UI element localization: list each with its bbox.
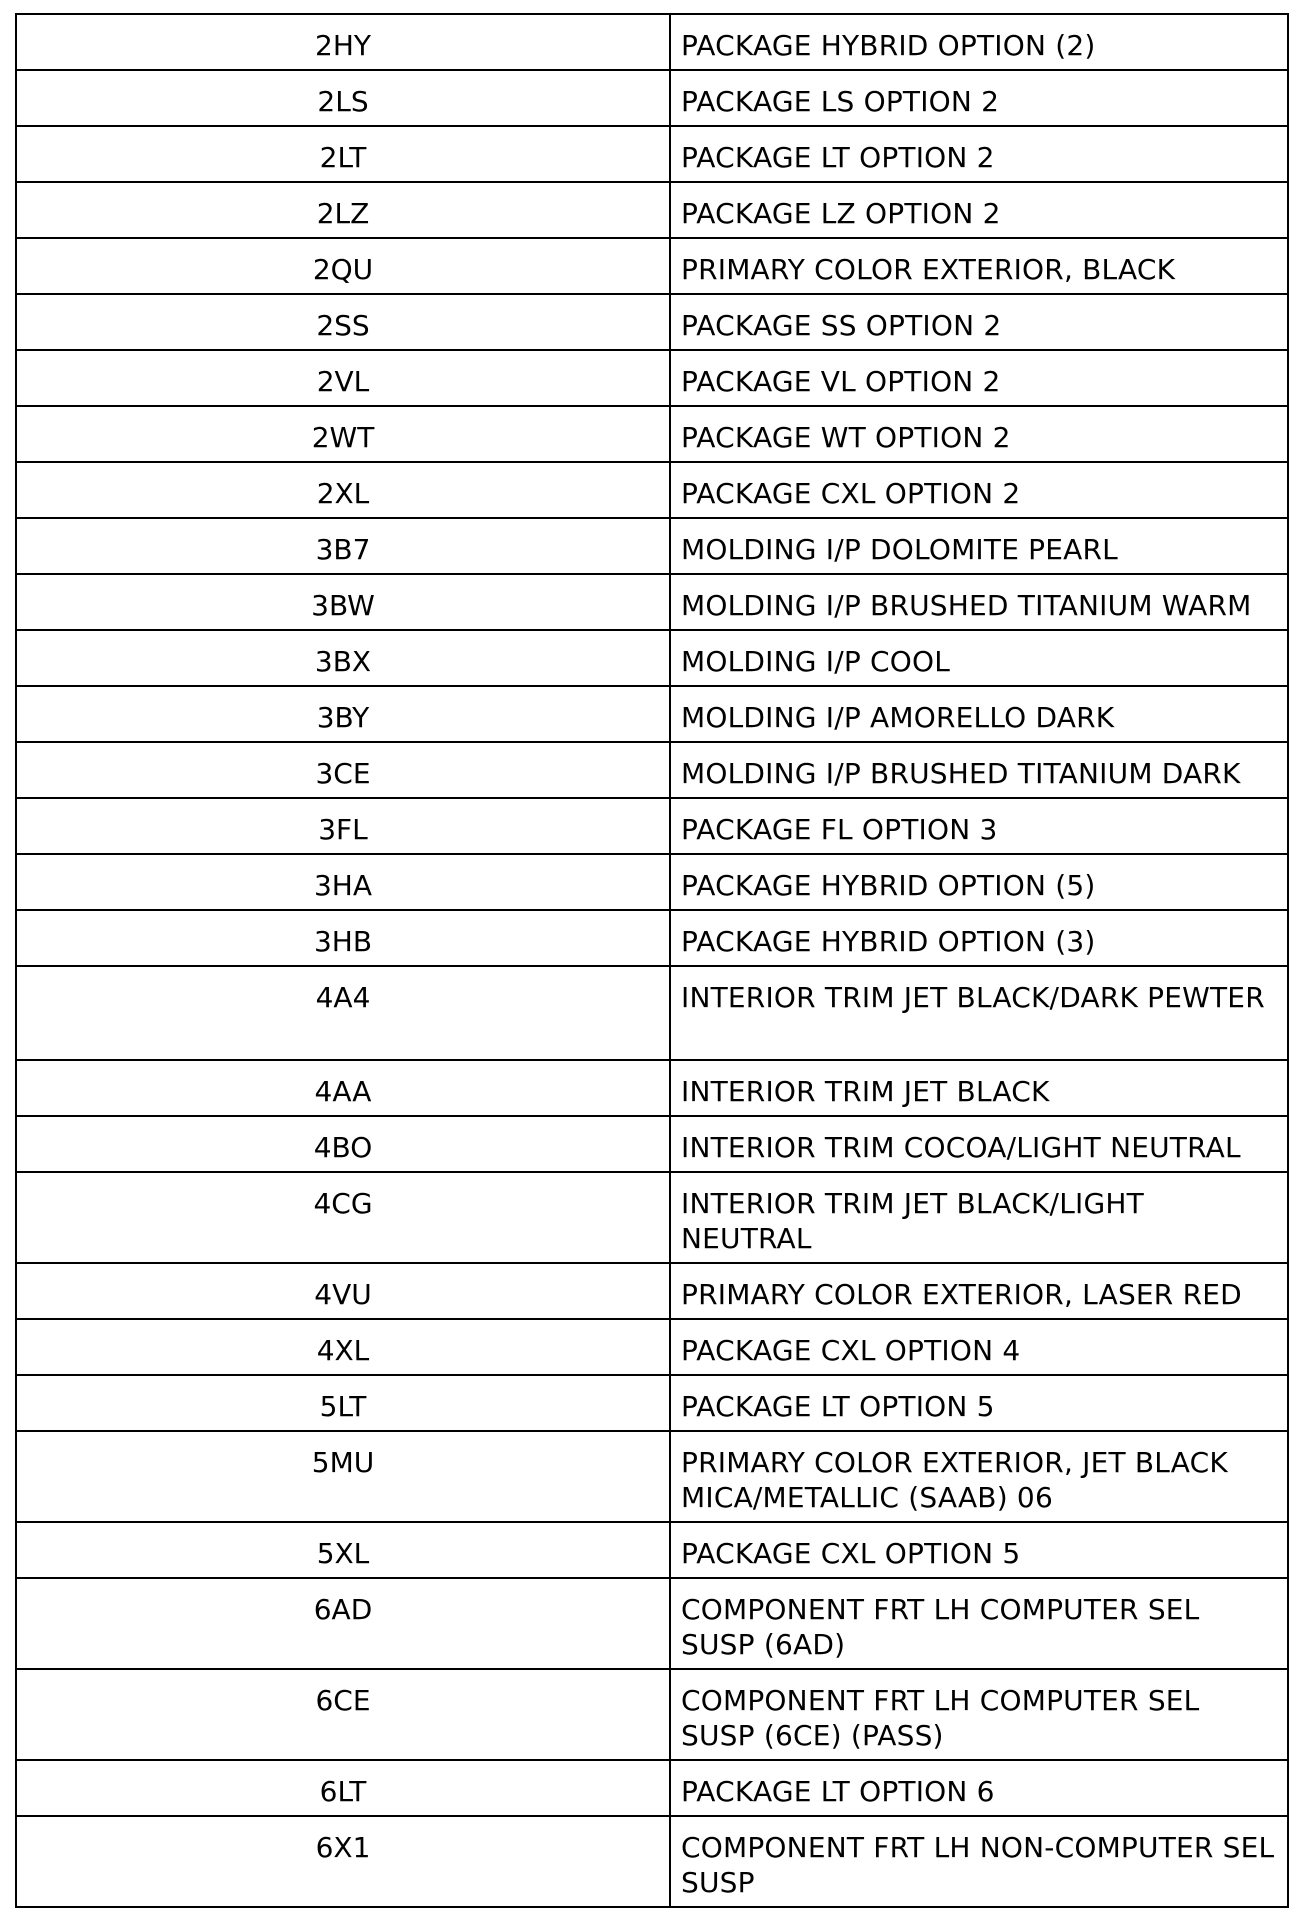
table-row <box>16 574 1288 630</box>
table-row <box>16 1319 1288 1375</box>
option-description: PACKAGE HYBRID OPTION (5) <box>670 854 1288 910</box>
option-description: PRIMARY COLOR EXTERIOR, JET BLACK MICA/METALLIC (SAAB) 06 <box>670 1431 1288 1522</box>
option-code: 6LT <box>16 1760 670 1816</box>
option-code: 6CE <box>16 1669 670 1760</box>
table-row <box>16 1060 1288 1116</box>
option-code: 4CG <box>16 1172 670 1263</box>
option-code: 2LZ <box>16 182 670 238</box>
option-code: 3BW <box>16 574 670 630</box>
table-row <box>16 1116 1288 1172</box>
table-row <box>16 910 1288 966</box>
option-description: INTERIOR TRIM JET BLACK/LIGHT NEUTRAL <box>670 1172 1288 1263</box>
table-row <box>16 70 1288 126</box>
option-description: PACKAGE HYBRID OPTION (3) <box>670 910 1288 966</box>
table-row <box>16 462 1288 518</box>
option-description: MOLDING I/P BRUSHED TITANIUM WARM <box>670 574 1288 630</box>
table-row <box>16 406 1288 462</box>
table-row <box>16 854 1288 910</box>
table-row <box>16 14 1288 70</box>
table-row <box>16 1669 1288 1760</box>
option-code: 3FL <box>16 798 670 854</box>
option-code: 5XL <box>16 1522 670 1578</box>
option-code: 6AD <box>16 1578 670 1669</box>
option-description: MOLDING I/P COOL <box>670 630 1288 686</box>
option-description: INTERIOR TRIM JET BLACK <box>670 1060 1288 1116</box>
option-code: 4XL <box>16 1319 670 1375</box>
table-row <box>16 1172 1288 1263</box>
option-code: 4VU <box>16 1263 670 1319</box>
option-code: 3B7 <box>16 518 670 574</box>
option-description: PACKAGE LT OPTION 6 <box>670 1760 1288 1816</box>
table-row <box>16 966 1288 1060</box>
option-description: PACKAGE HYBRID OPTION (2) <box>670 14 1288 70</box>
option-description: PACKAGE CXL OPTION 5 <box>670 1522 1288 1578</box>
option-description: PACKAGE CXL OPTION 2 <box>670 462 1288 518</box>
option-description: PACKAGE SS OPTION 2 <box>670 294 1288 350</box>
table-row <box>16 1522 1288 1578</box>
option-description: MOLDING I/P DOLOMITE PEARL <box>670 518 1288 574</box>
option-code: 5LT <box>16 1375 670 1431</box>
table-row <box>16 1375 1288 1431</box>
option-code: 2XL <box>16 462 670 518</box>
table-row <box>16 1760 1288 1816</box>
option-description: PRIMARY COLOR EXTERIOR, LASER RED <box>670 1263 1288 1319</box>
option-description: PACKAGE VL OPTION 2 <box>670 350 1288 406</box>
option-description: INTERIOR TRIM JET BLACK/DARK PEWTER <box>670 966 1288 1060</box>
table-row <box>16 350 1288 406</box>
option-description: PACKAGE LT OPTION 5 <box>670 1375 1288 1431</box>
option-code: 5MU <box>16 1431 670 1522</box>
table-row <box>16 238 1288 294</box>
table-row <box>16 1578 1288 1669</box>
table-row <box>16 686 1288 742</box>
table-row <box>16 1431 1288 1522</box>
table-row <box>16 742 1288 798</box>
option-code: 6X1 <box>16 1816 670 1907</box>
table-row <box>16 182 1288 238</box>
table-row <box>16 630 1288 686</box>
option-description: PACKAGE WT OPTION 2 <box>670 406 1288 462</box>
option-description: COMPONENT FRT LH NON-COMPUTER SEL SUSP <box>670 1816 1288 1907</box>
option-code: 3BY <box>16 686 670 742</box>
option-description: PACKAGE FL OPTION 3 <box>670 798 1288 854</box>
option-code: 2QU <box>16 238 670 294</box>
option-description: COMPONENT FRT LH COMPUTER SEL SUSP (6CE) (PASS) <box>670 1669 1288 1760</box>
option-description: PACKAGE LZ OPTION 2 <box>670 182 1288 238</box>
option-code: 3BX <box>16 630 670 686</box>
option-code: 2HY <box>16 14 670 70</box>
option-code-table <box>15 13 1289 1908</box>
option-description: MOLDING I/P AMORELLO DARK <box>670 686 1288 742</box>
table-row <box>16 1816 1288 1907</box>
option-code: 3CE <box>16 742 670 798</box>
table-row <box>16 294 1288 350</box>
option-code: 3HB <box>16 910 670 966</box>
option-description: PACKAGE LS OPTION 2 <box>670 70 1288 126</box>
option-code: 4BO <box>16 1116 670 1172</box>
table-row <box>16 126 1288 182</box>
table-row <box>16 798 1288 854</box>
option-code: 2VL <box>16 350 670 406</box>
option-description: PACKAGE LT OPTION 2 <box>670 126 1288 182</box>
option-code: 2LT <box>16 126 670 182</box>
option-code: 2WT <box>16 406 670 462</box>
option-code: 2SS <box>16 294 670 350</box>
option-code: 3HA <box>16 854 670 910</box>
option-code: 4A4 <box>16 966 670 1060</box>
option-description: MOLDING I/P BRUSHED TITANIUM DARK <box>670 742 1288 798</box>
option-description: PRIMARY COLOR EXTERIOR, BLACK <box>670 238 1288 294</box>
option-description: PACKAGE CXL OPTION 4 <box>670 1319 1288 1375</box>
table-row <box>16 1263 1288 1319</box>
option-description: INTERIOR TRIM COCOA/LIGHT NEUTRAL <box>670 1116 1288 1172</box>
option-code: 2LS <box>16 70 670 126</box>
option-description: COMPONENT FRT LH COMPUTER SEL SUSP (6AD) <box>670 1578 1288 1669</box>
option-code: 4AA <box>16 1060 670 1116</box>
table-row <box>16 518 1288 574</box>
